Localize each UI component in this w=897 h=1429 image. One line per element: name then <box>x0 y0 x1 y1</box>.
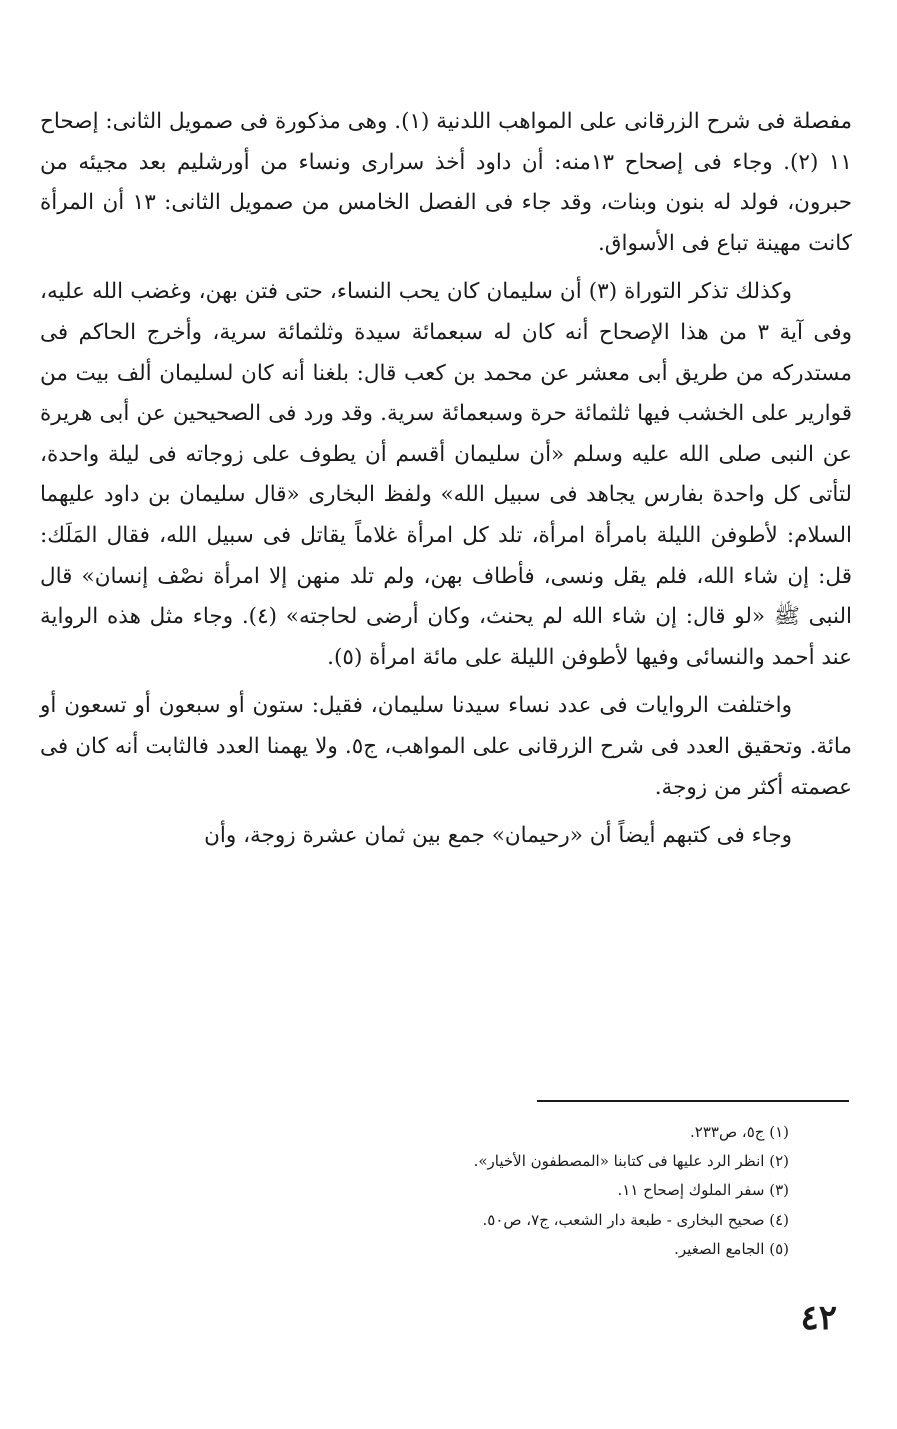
paragraph-3: واختلفت الروايات فى عدد نساء سيدنا سليمان، فقيل: ستون أو سبعون أو تسعون أو مائة. وتحقيق العدد فى شرح الزرقانى على المواهب، ج٥. ولا يهمنا العدد فالثابت أنه كان فى عصمته أكثر من زوجة. <box>40 693 852 800</box>
footnote-divider <box>537 1100 849 1102</box>
footnotes <box>269 1118 789 1264</box>
footnote-4: (٤) صحيح البخارى - طبعة دار الشعب، ج٧، ص٥٠. <box>482 1210 789 1229</box>
paragraph-1: مفصلة فى شرح الزرقانى على المواهب اللدنية (١). وهى مذكورة فى صمويل الثانى: إصحاح ١١ (٢). وجاء فى إصحاح ١٣منه: أن داود أخذ سرارى ونساء من أورشليم بعد مجيئه من حبرون، فولد له بنون وبنات، وقد جاء فى الفصل الخامس من صمويل الثانى: ١٣ أن المرأة كانت مهينة تباع فى الأسواق. <box>40 109 852 256</box>
paragraph-2: وكذلك تذكر التوراة (٣) أن سليمان كان يحب النساء، حتى فتن بهن، وغضب الله عليه، وفى آية ٣ من هذا الإصحاح أنه كان له سبعمائة سيدة وثلثمائة سرية، وأخرج الحاكم فى مستدركه من طريق أبى معشر عن محمد بن كعب قال: بلغنا أنه كان لسليمان ألف بيت من قوارير على الخشب فيها ثلثمائة حرة وسبعمائة سرية. وقد ورد فى الصحيحين عن أبى هريرة عن النبى صلى الله عليه وسلم «أن سليمان أقسم أن يطوف على زوجاته فى ليلة واحدة، لتأتى كل واحدة بفارس يجاهد فى سبيل الله» ولفظ البخارى «قال سليمان بن داود عليهما السلام: لأطوفن الليلة بامرأة امرأة، تلد كل امرأة غلاماً يقاتل فى سبيل الله، فقال المَلَك: قل: إن شاء الله، فلم يقل ونسى، فأطاف بهن، ولم تلد منهن إلا امرأة نصْف إنسان» قال النبى ﷺ «لو قال: إن شاء الله لم يحنث، وكان أرضى لحاجته» (٤). وجاء مثل هذه الرواية عند أحمد والنسائى وفيها لأطوفن الليلة على مائة امرأة (٥). <box>40 279 852 670</box>
main-text <box>40 102 852 857</box>
footnote-1: (١) ج٥، ص٢٣٣. <box>690 1123 789 1141</box>
paragraph-4: وجاء فى كتبهم أيضاً أن «رحيمان» جمع بين ثمان عشرة زوجة، وأن <box>204 823 792 849</box>
footnote-5: (٥) الجامع الصغير. <box>674 1239 789 1258</box>
page-number: ٤٢ <box>800 1298 837 1338</box>
footnote-3: (٣) سفر الملوك إصحاح ١١. <box>617 1181 789 1200</box>
footnote-2: (٢) انظر الرد عليها فى كتابنا «المصطفون الأخيار». <box>473 1152 789 1171</box>
